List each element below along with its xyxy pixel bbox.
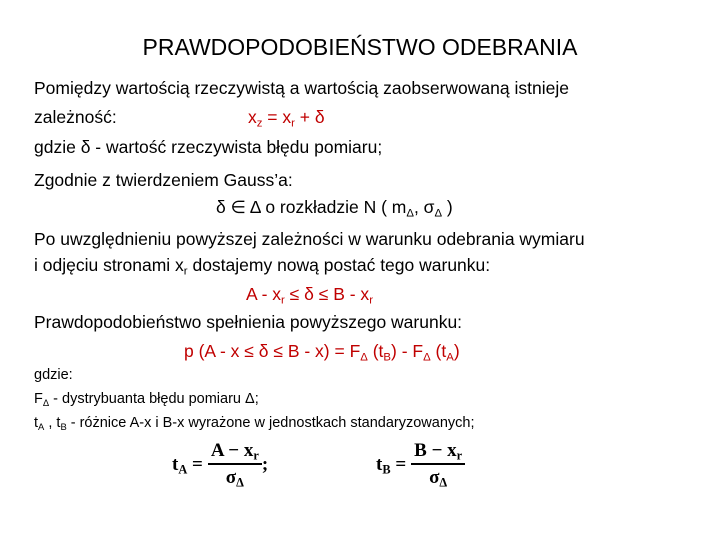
note-standardized-differences: $t_A$ , $t_B$ - różnice A-x i B-x wyrażone w jednostkach standaryzowanych; [34,415,475,432]
formula-t-b-numerator: $B - x_r$ [411,440,465,465]
text-line-probability-intro: Prawdopodobieństwo spełnienia powyższego warunku: [34,312,463,332]
relation-label: zależność: [34,107,117,127]
formula-t-a-lhs: $t_A$ = [172,453,203,477]
formula-t-a-numerator: $A - x_r$ [208,440,262,465]
text-line-relation [34,107,325,130]
text-line-condition-transform: i odjęciu stronami $x_r$ dostajemy nową postać tego warunku: [34,255,491,278]
probability-formula: p $(A - x \le \delta \le B - x) = F_\Delta$ $(t_B) - F_\Delta$ $(t_A)$ [184,341,460,364]
formula-t-b-denominator: $\sigma_\Delta$ [429,467,448,490]
page-title: PRAWDOPODOBIEŃSTWO ODEBRANIA [142,34,578,60]
formula-t-a-fraction [208,440,262,489]
formula-t-b-fraction [411,440,465,489]
note-distribution-function: $F_\Delta$ - dystrybuanta błędu pomiaru Δ; [34,391,259,408]
text-line-condition-intro: Po uwzględnieniu powyższej zależności w warunku odebrania wymiaru [34,229,585,249]
formula-t-a-separator: ; [261,453,269,475]
text-line-gauss: Zgodnie z twierdzeniem Gauss’a: [34,170,293,190]
text-line-distribution: δ ∈ Δ o rozkładzie N ( $m_\Delta$, $\sigma_\Delta$ ) [216,197,453,220]
relation-formula: $x_z = x_r + \delta$ [248,107,325,130]
formula-t-a-denominator: $\sigma_\Delta$ [225,467,244,490]
text-line-delta-definition: gdzie δ - wartość rzeczywista błędu pomiaru; [34,137,383,157]
formula-t-b [376,440,465,489]
formula-t-a [172,440,268,489]
formula-t-b-lhs: $t_B$ = [376,453,407,477]
condition-formula: $A - x_r \le \delta \le B - x_r$ [246,284,373,307]
text-line-relation-intro: Pomiędzy wartością rzeczywistą a wartością zaobserwowaną istnieje [34,78,569,98]
notes-label: gdzie: [34,367,73,383]
